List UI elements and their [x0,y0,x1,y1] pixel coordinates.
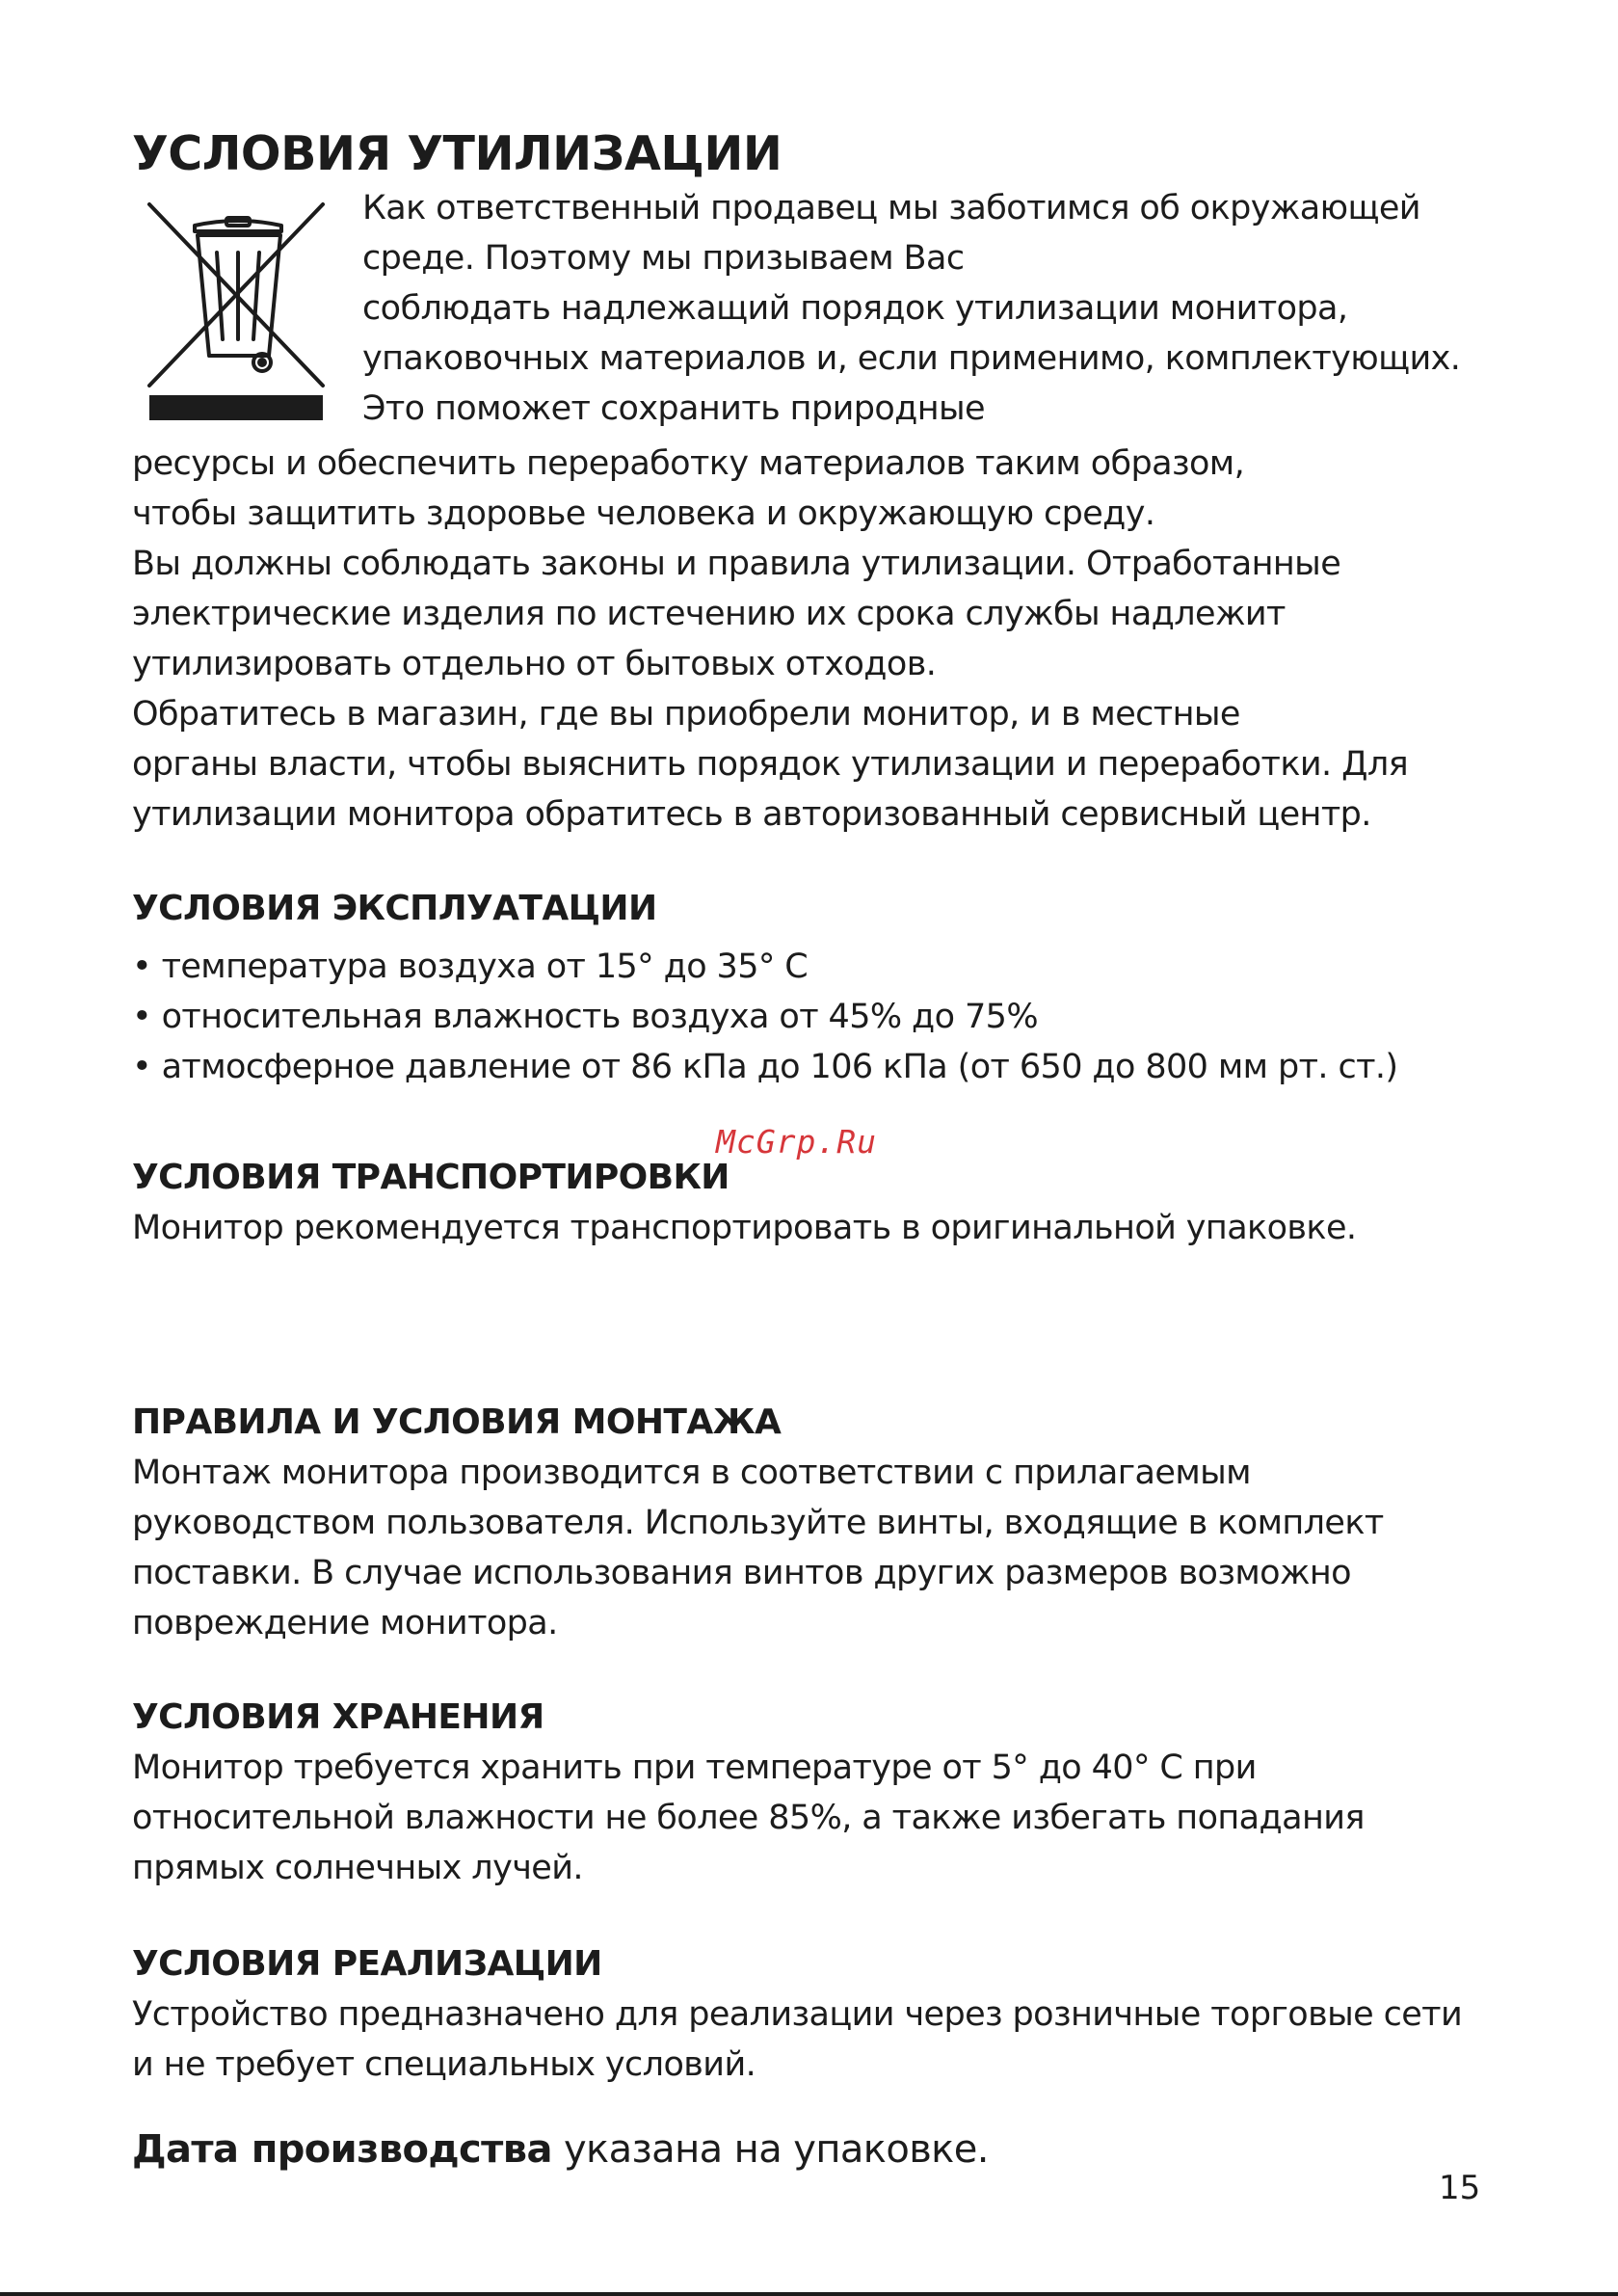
bullet-item: • температура воздуха от 15° до 35° С [132,948,809,986]
text-line: Устройство предназначено для реализации через розничные торговые сети [132,1995,1463,2034]
text-line: Вы должны соблюдать законы и правила утилизации. Отработанные [132,545,1341,583]
text-line: Монтаж монитора производится в соответствии с прилагаемым [132,1454,1251,1492]
text-line: утилизировать отдельно от бытовых отходов. [132,645,937,683]
production-date-line [132,2122,1520,2176]
text-line: Монитор требуется хранить при температуре от 5° до 40° С при [132,1749,1257,1787]
operation-section [132,884,1520,1092]
bottom-rule [0,2292,1618,2296]
text-line: Обратитесь в магазин, где вы приобрели монитор, и в местные [132,695,1240,734]
disposal-title: УСЛОВИЯ УТИЛИЗАЦИИ [132,126,782,181]
text-line: Это поможет сохранить природные [362,389,985,428]
sales-section [132,1939,1520,2090]
transport-section [132,1153,1520,1253]
page-number: 15 [1439,2169,1481,2207]
operation-title: УСЛОВИЯ ЭКСПЛУАТАЦИИ [132,889,657,928]
crossed-out-wheelie-bin-icon [142,197,331,424]
text-line: повреждение монитора. [132,1604,558,1642]
disposal-body [132,439,1408,840]
text-line: утилизации монитора обратитесь в авторизованный сервисный центр. [132,795,1371,834]
mounting-section [132,1398,1520,1648]
mounting-title: ПРАВИЛА И УСЛОВИЯ МОНТАЖА [132,1402,782,1442]
text-line: Монитор рекомендуется транспортировать в оригинальной упаковке. [132,1209,1357,1247]
storage-section [132,1693,1520,1893]
text-line: Как ответственный продавец мы заботимся об окружающей [362,189,1420,227]
text-line: органы власти, чтобы выяснить порядок утилизации и переработки. Для [132,745,1409,784]
storage-title: УСЛОВИЯ ХРАНЕНИЯ [132,1697,544,1737]
production-date-label: Дата производства [132,2127,552,2172]
production-date [132,2122,1520,2176]
text-line: чтобы защитить здоровье человека и окружающую среду. [132,494,1155,533]
text-line: электрические изделия по истечению их срока службы надлежит [132,595,1286,633]
bullet-item: • относительная влажность воздуха от 45% до 75% [132,998,1038,1036]
disposal-intro-text [362,183,1460,434]
text-line: относительной влажности не более 85%, а также избегать попадания [132,1799,1365,1837]
production-date-text: указана на упаковке. [551,2127,989,2172]
text-line: упаковочных материалов и, если применимо, комплектующих. [362,339,1461,378]
text-line: соблюдать надлежащий порядок утилизации монитора, [362,289,1348,328]
sales-title: УСЛОВИЯ РЕАЛИЗАЦИИ [132,1944,602,1984]
watermark: McGrp.Ru [716,1123,877,1161]
text-line: поставки. В случае использования винтов других размеров возможно [132,1554,1351,1592]
transport-title: УСЛОВИЯ ТРАНСПОРТИРОВКИ [132,1158,729,1197]
text-line: прямых солнечных лучей. [132,1849,583,1887]
text-line: и не требует специальных условий. [132,2045,756,2084]
text-line: руководством пользователя. Используйте винты, входящие в комплект [132,1504,1384,1542]
bullet-item: • атмосферное давление от 86 кПа до 106 кПа (от 650 до 800 мм рт. ст.) [132,1048,1398,1086]
text-line: среде. Поэтому мы призываем Вас [362,239,965,278]
text-line: ресурсы и обеспечить переработку материалов таким образом, [132,444,1245,483]
